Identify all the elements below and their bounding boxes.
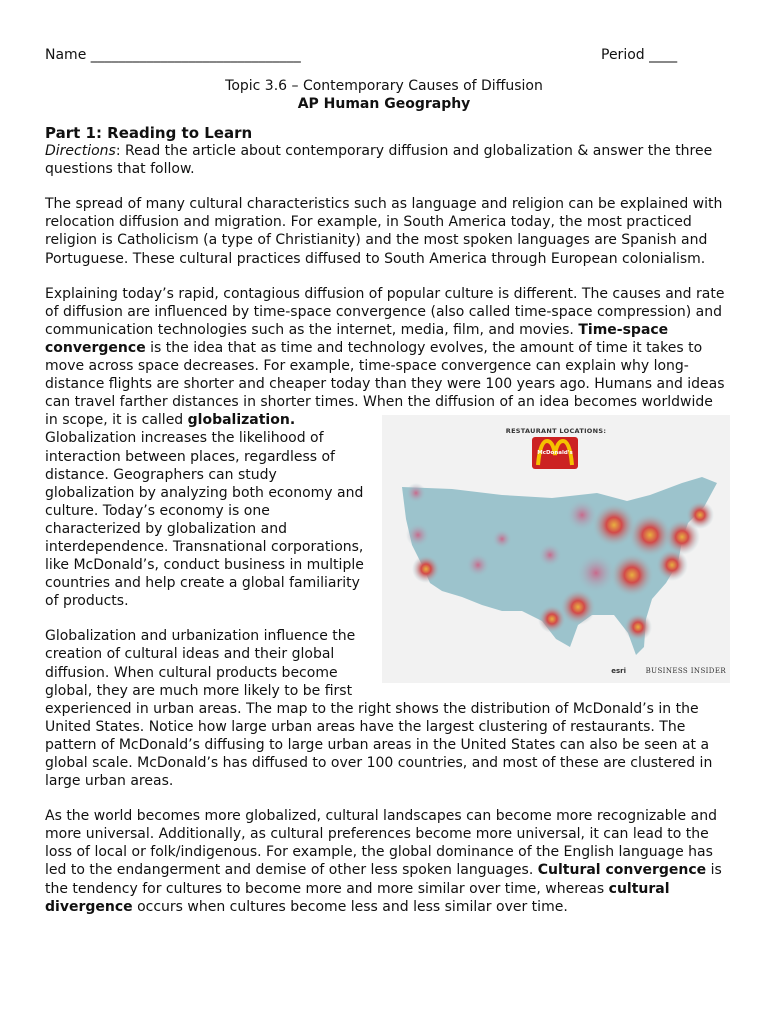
title-block <box>0 77 768 113</box>
header-row <box>45 46 725 66</box>
directions-label: Directions <box>45 143 116 160</box>
p4-pre: As the world becomes more globalized, cultural landscapes can become more recognizable and more universal. Additionally, as cultural preferences become more universal, it can lead to the loss of local or folk/indigenous. For example, the global dominance of the English language has led to the endangerment and demise of other less spoken languages. <box>45 808 717 879</box>
term-cultural-convergence: Cultural convergence <box>537 862 707 879</box>
name-blank: ______________________________ <box>90 47 301 63</box>
logo-text: McDonald's <box>537 450 573 457</box>
directions-text: : Read the article about contemporary diffusion and globalization & answer the three questions that follow. <box>45 143 713 178</box>
mcdonalds-map-image <box>382 415 730 683</box>
mcdonalds-logo-icon <box>532 437 578 469</box>
p2-mid: is the idea that as time and technology evolves, the amount of time it takes to move across space decreases. For example, time-space convergence can explain why long-distance flights are shorter and cheaper today than they were 100 years ago. Humans and ideas can travel farther distances in shorter times. When the diffusion of an idea becomes worldwide in scope, it is called <box>45 339 725 429</box>
course-title: AP Human Geography <box>297 96 471 113</box>
p4-post: occurs when cultures become less and less similar over time. <box>132 898 568 915</box>
paragraph-convergence <box>45 807 725 916</box>
topic-title: Topic 3.6 – Contemporary Causes of Diffusion <box>225 78 543 94</box>
esri-logo: esri <box>611 667 626 676</box>
period-label: Period <box>601 47 645 63</box>
name-field <box>45 46 301 64</box>
paragraph-time-space <box>45 285 726 676</box>
p4-mid: is the tendency for cultures to become more and more similar over time, whereas <box>45 862 722 897</box>
article-body <box>45 124 725 916</box>
term-globalization: globalization. <box>187 412 296 429</box>
period-blank: ____ <box>649 47 678 63</box>
paragraph-urbanization: Globalization and urbanization influence the creation of cultural ideas and their global diffusion. When cultural products become global, they are much more likely to be first experienced in urban areas. The map to the right shows the distribution of McDonald’s in the United States. Notice how large urban areas have the largest clustering of restaurants. The pattern of McDonald’s diffusing to large urban areas in the United States can also be seen at a global scale. McDonald’s has diffused to over 100 countries, and most of these are clustered in large urban areas. <box>45 628 713 790</box>
term-cultural-divergence: cultural divergence <box>45 880 670 915</box>
us-heatmap <box>382 415 730 683</box>
directions <box>45 142 725 178</box>
map-credit: BUSINESS INSIDER <box>645 667 726 676</box>
p2-pre: Explaining today’s rapid, contagious diffusion of popular culture is different. The causes and rate of diffusion are influenced by time-space convergence (also called time-space compression) and communication technologies such as the internet, media, film, and movies. <box>45 285 725 338</box>
paragraph-relocation: The spread of many cultural characteristics such as language and religion can be explained with relocation diffusion and migration. For example, in South America today, the most practiced religion is Catholicism (a type of Christianity) and the most spoken languages are Spanish and Portuguese. These cultural practices diffused to South America through European colonialism. <box>45 196 723 267</box>
period-field <box>601 46 677 64</box>
name-label: Name <box>45 47 87 63</box>
map-title: RESTAURANT LOCATIONS: <box>505 427 607 436</box>
term-time-space-convergence: Time-space convergence <box>45 321 669 356</box>
part-heading: Part 1: Reading to Learn <box>45 124 253 142</box>
p2-post: Globalization increases the likelihood of interaction between places, regardless of distance. Geographers can study globalization by analyzing both economy and culture. Today’s economy is one characterized by globalization and interdependence. Transnational corporations, like McDonald’s, conduct business in multiple countries and help create a global familiarity of products. <box>45 430 364 610</box>
